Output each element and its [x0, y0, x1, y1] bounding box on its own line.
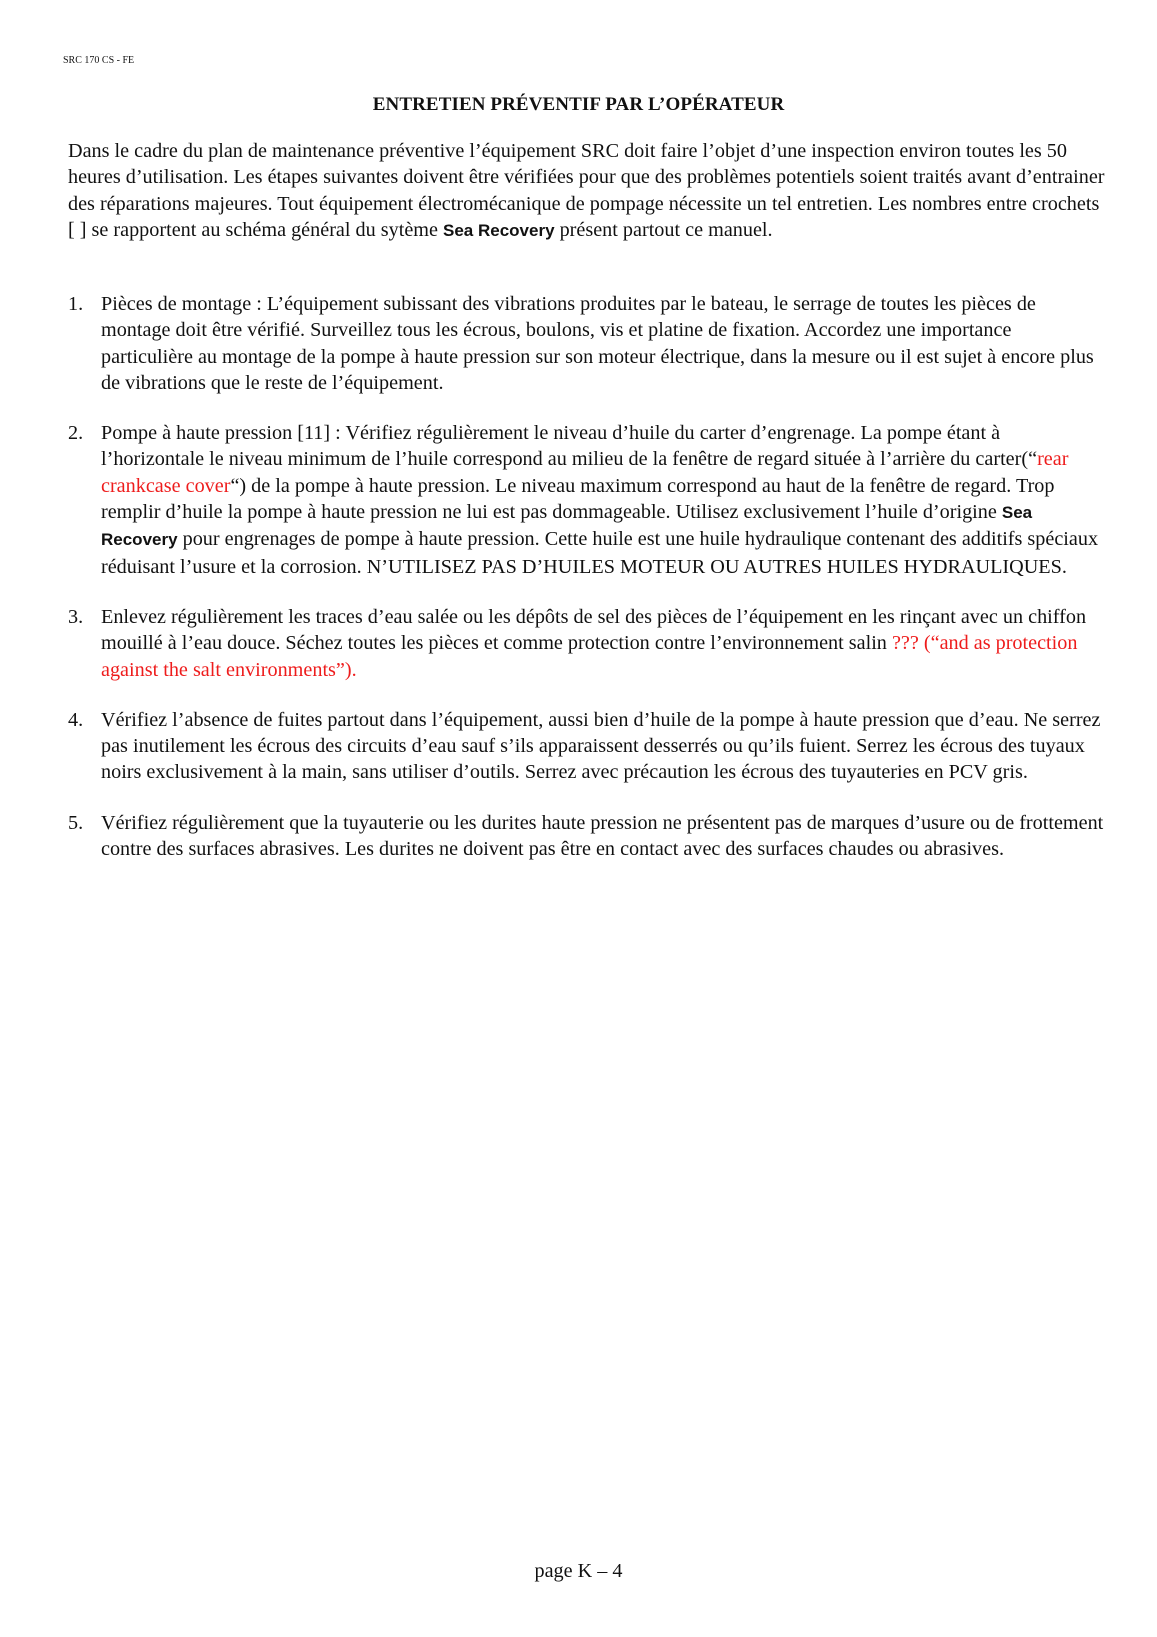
item-text: Enlevez régulièrement les traces d’eau salée ou les dépôts de sel des pièces de l’équipement en les rinçant avec un chiffon mouillé à l’eau douce. Séchez toutes les pièces et comme protection contre l’environnement salin [101, 605, 1087, 655]
list-item [68, 291, 1108, 396]
english-annotation: ??? (“and as protection against the salt environments”). [101, 632, 1078, 681]
intro-text: Dans le cadre du plan de maintenance préventive l’équipement SRC doit faire l’objet d’une inspection environ toutes les 50 heures d’utilisation. Les étapes suivantes doivent être vérifiées pour que des problèmes potentiels soient traités avant d’entrainer des réparations majeures. Tout équipement électromécanique de pompage nécessite un tel entretien. Les nombres entre crochets [ ] se rapportent au schéma général du sytème [68, 140, 1105, 241]
document-code: SRC 170 CS - FE [63, 55, 135, 66]
item-number: 3. [68, 605, 84, 628]
list-item [68, 810, 1108, 863]
item-text: Vérifiez l’absence de fuites partout dans l’équipement, aussi bien d’huile de la pompe à haute pression que d’eau. Ne serrez pas inutilement les écrous des circuits d’eau sauf s’ils apparaissent desserrés ou qu’ils fuient. Serrez les écrous des tuyaux noirs exclusivement à la main, sans utiliser d’outils. Serrez avec précaution les écrous des tuyauteries en PCV gris. [101, 708, 1101, 784]
brand-name: Sea Recovery [443, 220, 555, 240]
brand-name: Sea Recovery [101, 503, 1033, 550]
item-text: Pièces de montage : L’équipement subissant des vibrations produites par le bateau, le serrage de toutes les pièces de montage doit être vérifié. Surveillez tous les écrous, boulons, vis et platine de fixation. Accordez une importance particulière au montage de la pompe à haute pression sur son moteur électrique, dans la mesure ou il est sujet à encore plus de vibrations que le reste de l’équipement. [101, 293, 1094, 394]
maintenance-steps-list [68, 291, 1108, 886]
list-item [68, 420, 1108, 580]
list-item [68, 707, 1108, 786]
english-annotation: rear crankcase cover [101, 448, 1069, 497]
item-number: 1. [68, 293, 84, 315]
item-text: Pompe à haute pression [11] : Vérifiez régulièrement le niveau d’huile du carter d’engrenage. La pompe étant à l’horizontale le niveau minimum de l’huile correspond au milieu de la fenêtre de regard située à l’arrière du carter(“ [101, 422, 1038, 471]
list-item [68, 604, 1108, 683]
intro-paragraph [68, 138, 1108, 244]
page-title: ENTRETIEN PRÉVENTIF PAR L’OPÉRATEUR [372, 94, 785, 115]
intro-text-end: présent partout ce manuel. [554, 218, 773, 241]
item-number: 4. [68, 708, 84, 731]
item-text: “) de la pompe à haute pression. Le niveau maximum correspond au haut de la fenêtre de regard. Trop remplir d’huile la pompe à haute pression ne lui est pas dommageable. Utilisez exclusivement l’huile d’origine [101, 474, 1055, 524]
item-number: 5. [68, 811, 84, 834]
page-number: page K – 4 [534, 1560, 623, 1582]
item-text: Vérifiez régulièrement que la tuyauterie ou les durites haute pression ne présentent pas de marques d’usure ou de frottement contre des surfaces abrasives. Les durites ne doivent pas être en contact avec des surfaces chaudes ou abrasives. [101, 811, 1104, 861]
item-text: pour engrenages de pompe à haute pression. Cette huile est une huile hydraulique contenant des additifs spéciaux réduisant l’usure et la corrosion. N’UTILISEZ PAS D’HUILES MOTEUR OU AUTRES HUILES HYDRAULIQUES. [101, 528, 1099, 578]
item-number: 2. [68, 422, 84, 445]
